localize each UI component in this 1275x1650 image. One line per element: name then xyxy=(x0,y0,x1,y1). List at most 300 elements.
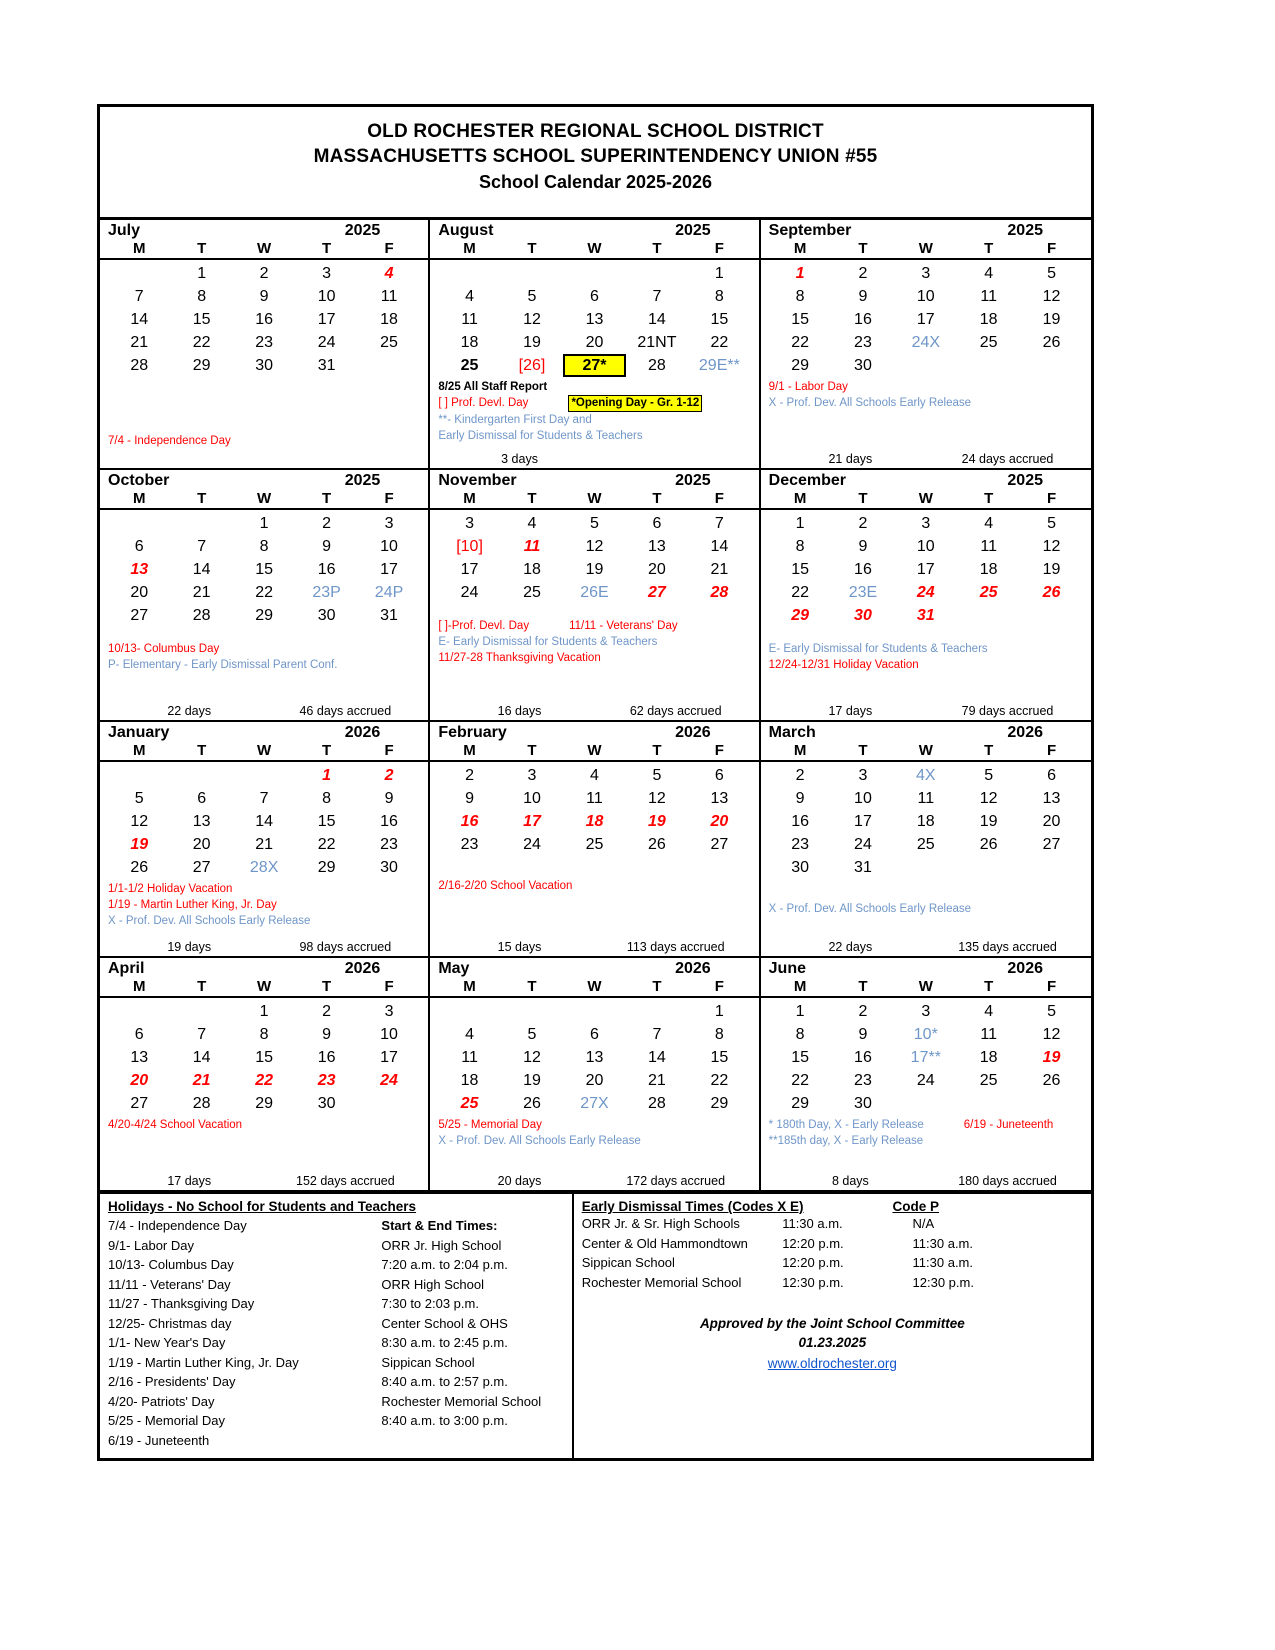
day-cell[interactable]: 1 xyxy=(714,265,724,282)
day-cell[interactable]: 23 xyxy=(854,1072,872,1089)
day-cell[interactable]: 25 xyxy=(460,1095,479,1112)
day-cell[interactable]: 13 xyxy=(648,538,666,555)
day-cell[interactable]: 2 xyxy=(858,1003,868,1020)
day-cell[interactable]: 21 xyxy=(648,1072,666,1089)
day-cell[interactable]: 18 xyxy=(460,1072,479,1089)
day-cell[interactable]: 15 xyxy=(192,311,211,328)
day-cell[interactable]: 10 xyxy=(380,538,398,555)
day-cell[interactable]: 5 xyxy=(1047,265,1056,282)
day-cell[interactable]: 27* xyxy=(563,354,625,377)
day-cell[interactable]: 14 xyxy=(648,1049,666,1066)
day-cell[interactable]: 8 xyxy=(197,288,207,305)
dow-label: F xyxy=(384,240,394,257)
day-cell[interactable]: 11 xyxy=(586,790,603,807)
day-cell[interactable]: 14 xyxy=(130,311,149,328)
note-text: **- Kindergarten First Day and xyxy=(438,414,592,426)
day-cell[interactable]: 8 xyxy=(795,288,805,305)
day-cell[interactable]: 20 xyxy=(192,836,211,853)
day-cell[interactable]: 2 xyxy=(259,265,269,282)
day-cell[interactable]: 26 xyxy=(1042,334,1061,351)
day-cell[interactable]: 18 xyxy=(979,1049,998,1066)
day-cell[interactable]: 27 xyxy=(648,584,666,601)
day-cell[interactable]: 5 xyxy=(1047,1003,1056,1020)
day-cell[interactable]: 19 xyxy=(523,334,541,351)
day-cell[interactable]: 27 xyxy=(710,836,729,853)
day-cell[interactable]: 5 xyxy=(134,790,144,807)
day-cell[interactable]: 28 xyxy=(130,357,149,374)
day-cell[interactable]: 6 xyxy=(652,515,662,532)
week-row xyxy=(108,308,420,331)
day-cell[interactable]: 7 xyxy=(652,1026,662,1043)
week-row xyxy=(108,354,420,377)
day-cell[interactable]: 23E xyxy=(848,584,878,601)
day-cell[interactable]: 26 xyxy=(1042,584,1061,601)
days-accrued: 62 days accrued xyxy=(629,704,722,718)
holidays-list xyxy=(108,1216,381,1450)
day-cell[interactable]: 12 xyxy=(130,813,149,830)
day-cell[interactable]: 11 xyxy=(461,1049,478,1066)
day-cell[interactable]: 25 xyxy=(380,334,398,351)
day-cell[interactable]: 24 xyxy=(380,1072,398,1089)
dow-label: T xyxy=(197,978,207,995)
day-cell[interactable]: 6 xyxy=(590,1026,599,1043)
start-end-times-title: Start & End Times: xyxy=(381,1218,498,1233)
day-cell[interactable]: 15 xyxy=(317,813,336,830)
week-row xyxy=(438,308,750,331)
day-cell[interactable]: 21 xyxy=(192,1072,211,1089)
day-cell[interactable]: 3 xyxy=(527,767,537,784)
day-cell[interactable]: 12 xyxy=(979,790,998,807)
day-cell[interactable]: 17 xyxy=(916,561,935,578)
week-row xyxy=(769,1069,1083,1092)
day-cell[interactable]: 8 xyxy=(714,1026,724,1043)
dow-label: T xyxy=(527,978,537,995)
day-cell[interactable]: 9 xyxy=(259,288,269,305)
day-cell[interactable]: 6 xyxy=(134,1026,144,1043)
day-cell[interactable]: 15 xyxy=(791,1049,809,1066)
day-cell[interactable]: 4 xyxy=(465,288,474,305)
day-cell[interactable]: 18 xyxy=(380,311,398,328)
day-cell[interactable]: 28X xyxy=(249,859,279,876)
day-cell[interactable]: 30 xyxy=(854,1095,872,1112)
day-cell[interactable]: 4 xyxy=(465,1026,474,1043)
month-cell-august xyxy=(430,220,760,468)
day-cell[interactable]: 3 xyxy=(322,265,332,282)
day-cell[interactable]: 6 xyxy=(714,767,724,784)
day-cell[interactable]: 29E** xyxy=(698,357,740,374)
day-cell[interactable]: 28 xyxy=(648,357,666,374)
day-cell[interactable]: 25 xyxy=(979,584,998,601)
website-link[interactable]: www.oldrochester.org xyxy=(767,1356,897,1371)
day-cell[interactable]: 16 xyxy=(380,813,398,830)
day-cell[interactable]: 26 xyxy=(1042,1072,1061,1089)
day-cell[interactable]: 1 xyxy=(259,515,269,532)
day-cell[interactable]: 28 xyxy=(192,607,211,624)
week-row xyxy=(769,1046,1083,1069)
day-cell[interactable]: 3 xyxy=(465,515,474,532)
day-cell[interactable]: 12 xyxy=(1042,538,1061,555)
day-cell[interactable]: 22 xyxy=(255,1072,274,1089)
day-cell[interactable]: 26 xyxy=(523,1095,541,1112)
day-cell[interactable]: 9 xyxy=(858,1026,868,1043)
day-cell[interactable]: 10 xyxy=(916,538,935,555)
note-text: 2/16-2/20 School Vacation xyxy=(438,880,573,892)
day-cell[interactable]: 15 xyxy=(255,1049,274,1066)
day-cell[interactable]: 5 xyxy=(527,1026,537,1043)
day-cell[interactable]: 30 xyxy=(380,859,398,876)
day-cell[interactable]: 30 xyxy=(854,607,872,624)
day-cell[interactable]: 4 xyxy=(384,265,394,282)
day-cell[interactable]: 3 xyxy=(384,515,394,532)
day-cell[interactable]: 24 xyxy=(916,584,935,601)
day-cell[interactable]: 12 xyxy=(1042,288,1061,305)
day-cell[interactable]: 21 xyxy=(255,836,274,853)
day-cell[interactable]: 5 xyxy=(1047,515,1056,532)
day-cell[interactable]: 30 xyxy=(317,607,336,624)
day-cell[interactable]: 15 xyxy=(255,561,274,578)
day-cell[interactable]: 19 xyxy=(1042,311,1061,328)
day-cell[interactable]: 10 xyxy=(523,790,541,807)
day-cell[interactable]: 21 xyxy=(192,584,211,601)
days-tally xyxy=(100,940,428,954)
day-cell[interactable]: 24 xyxy=(460,584,479,601)
day-cell[interactable]: 17 xyxy=(380,561,398,578)
day-cell[interactable]: 25 xyxy=(523,584,541,601)
day-cell[interactable]: 10 xyxy=(854,790,872,807)
day-cell[interactable]: 22 xyxy=(791,584,809,601)
week-row xyxy=(769,262,1083,285)
day-cell[interactable]: 6 xyxy=(590,288,599,305)
day-cell[interactable]: 3 xyxy=(921,1003,931,1020)
day-cell[interactable]: 25 xyxy=(916,836,935,853)
day-cell[interactable]: 8 xyxy=(259,1026,269,1043)
day-cell[interactable]: 2 xyxy=(465,767,474,784)
day-cell[interactable]: 16 xyxy=(791,813,809,830)
day-cell[interactable]: 22 xyxy=(192,334,211,351)
day-cell[interactable]: 27 xyxy=(130,1095,149,1112)
day-cell[interactable]: 21 xyxy=(130,334,149,351)
day-cell[interactable]: 17 xyxy=(460,561,479,578)
day-cell[interactable]: 25 xyxy=(979,1072,998,1089)
day-cell[interactable]: 4 xyxy=(984,515,994,532)
day-cell[interactable]: 29 xyxy=(791,1095,809,1112)
day-cell[interactable]: 8 xyxy=(714,288,724,305)
day-cell[interactable]: 29 xyxy=(791,607,809,624)
day-cell[interactable]: 9 xyxy=(858,288,868,305)
day-cell[interactable]: 13 xyxy=(130,1049,149,1066)
day-cell[interactable]: [10] xyxy=(456,538,483,555)
day-cell[interactable]: 16 xyxy=(255,311,274,328)
day-cell[interactable]: 23 xyxy=(317,1072,336,1089)
day-cell[interactable]: 18 xyxy=(523,561,541,578)
day-cell[interactable]: 8 xyxy=(322,790,332,807)
day-cell[interactable]: 13 xyxy=(585,1049,604,1066)
day-cell[interactable]: 3 xyxy=(921,265,931,282)
week-row xyxy=(769,535,1083,558)
day-cell[interactable]: 29 xyxy=(255,607,274,624)
day-cell[interactable]: 24P xyxy=(374,584,404,601)
day-cell[interactable]: 6 xyxy=(134,538,144,555)
day-cell[interactable]: 20 xyxy=(648,561,666,578)
day-cell[interactable]: 29 xyxy=(710,1095,729,1112)
day-cell[interactable]: 30 xyxy=(255,357,274,374)
day-cell[interactable]: 20 xyxy=(130,584,149,601)
day-cell[interactable]: 16 xyxy=(317,1049,336,1066)
day-cell[interactable]: 18 xyxy=(916,813,935,830)
day-cell[interactable]: 14 xyxy=(192,561,211,578)
day-cell[interactable]: 24 xyxy=(523,836,541,853)
day-cell[interactable]: 11 xyxy=(461,311,478,328)
day-cell[interactable]: 28 xyxy=(648,1095,666,1112)
day-cell[interactable]: 12 xyxy=(648,790,666,807)
day-cell[interactable]: 26 xyxy=(648,836,666,853)
day-cell[interactable]: 27 xyxy=(130,607,149,624)
day-cell[interactable]: 24 xyxy=(916,1072,935,1089)
day-cell[interactable]: 18 xyxy=(979,561,998,578)
day-cell[interactable]: 23 xyxy=(255,334,274,351)
day-cell[interactable]: 7 xyxy=(259,790,269,807)
day-cell[interactable]: 19 xyxy=(1042,1049,1061,1066)
day-cell[interactable]: 1 xyxy=(795,1003,805,1020)
day-cell[interactable]: 2 xyxy=(795,767,805,784)
day-cell[interactable]: 12 xyxy=(523,311,541,328)
day-cell[interactable]: 20 xyxy=(1042,813,1061,830)
month-year: 2025 xyxy=(1007,222,1043,239)
day-cell[interactable]: 18 xyxy=(460,334,479,351)
dismissal-time-p: 11:30 a.m. xyxy=(912,1255,973,1270)
day-cell[interactable]: 1 xyxy=(795,265,805,282)
weeks-grid xyxy=(100,998,428,1115)
days-accrued: 98 days accrued xyxy=(299,940,392,954)
day-cell[interactable]: 22 xyxy=(710,1072,729,1089)
day-cell[interactable]: 17 xyxy=(523,813,541,830)
days-tally xyxy=(430,452,758,466)
day-cell[interactable]: 24 xyxy=(317,334,336,351)
day-cell[interactable]: 11 xyxy=(380,288,398,305)
day-cell[interactable]: 1 xyxy=(322,767,332,784)
day-cell[interactable]: 19 xyxy=(979,813,998,830)
day-cell[interactable]: 14 xyxy=(192,1049,211,1066)
month-year: 2026 xyxy=(675,724,711,741)
day-cell[interactable]: 2 xyxy=(858,515,868,532)
day-cell[interactable]: 13 xyxy=(1042,790,1061,807)
day-cell[interactable]: 13 xyxy=(585,311,604,328)
day-cell[interactable]: 5 xyxy=(527,288,537,305)
day-cell[interactable]: 4 xyxy=(527,515,537,532)
day-cell[interactable]: 15 xyxy=(710,1049,729,1066)
day-cell[interactable]: 7 xyxy=(197,1026,207,1043)
day-cell[interactable]: 9 xyxy=(322,1026,332,1043)
day-cell[interactable]: 29 xyxy=(255,1095,274,1112)
day-cell[interactable]: 4 xyxy=(590,767,599,784)
day-cell[interactable]: 12 xyxy=(1042,1026,1061,1043)
day-cell[interactable]: 12 xyxy=(585,538,604,555)
day-cell[interactable]: 9 xyxy=(858,538,868,555)
day-cell[interactable]: 19 xyxy=(648,813,666,830)
week-row xyxy=(769,833,1083,856)
day-cell[interactable]: 20 xyxy=(585,1072,604,1089)
day-cell[interactable]: 27X xyxy=(580,1095,609,1112)
day-cell[interactable]: 10 xyxy=(380,1026,398,1043)
day-cell[interactable]: 17 xyxy=(380,1049,398,1066)
day-cell[interactable]: 13 xyxy=(192,813,211,830)
day-cell-empty xyxy=(1020,856,1083,879)
day-cell[interactable]: 27 xyxy=(192,859,211,876)
dow-label: W xyxy=(257,240,272,257)
day-cell[interactable]: 8 xyxy=(795,1026,805,1043)
day-cell[interactable]: 17** xyxy=(910,1049,941,1066)
day-cell[interactable]: 25 xyxy=(585,836,604,853)
day-cell[interactable]: 7 xyxy=(714,515,724,532)
day-cell[interactable]: [26] xyxy=(518,357,546,374)
day-cell[interactable]: 27 xyxy=(1042,836,1061,853)
day-cell[interactable]: 11 xyxy=(980,1026,997,1043)
day-cell[interactable]: 9 xyxy=(465,790,474,807)
day-cell[interactable]: 4 xyxy=(984,1003,994,1020)
week-row xyxy=(438,1046,750,1069)
day-cell[interactable]: 22 xyxy=(791,334,809,351)
day-cell[interactable]: 15 xyxy=(791,561,809,578)
day-cell[interactable]: 26 xyxy=(130,859,149,876)
note-text: X - Prof. Dev. All Schools Early Release xyxy=(108,915,311,927)
day-cell[interactable]: 13 xyxy=(710,790,729,807)
dow-label: M xyxy=(132,742,146,759)
day-cell[interactable]: 17 xyxy=(317,311,336,328)
day-cell[interactable]: 30 xyxy=(317,1095,336,1112)
day-cell[interactable]: 22 xyxy=(791,1072,809,1089)
day-cell[interactable]: 7 xyxy=(652,288,662,305)
day-cell[interactable]: 16 xyxy=(854,311,872,328)
day-cell[interactable]: 5 xyxy=(652,767,662,784)
day-cell[interactable]: 1 xyxy=(197,265,207,282)
day-cell[interactable]: 24 xyxy=(854,836,872,853)
day-cell[interactable]: 29 xyxy=(192,357,211,374)
month-name: October xyxy=(108,472,170,489)
day-cell[interactable]: 2 xyxy=(322,515,332,532)
day-cell[interactable]: 3 xyxy=(858,767,868,784)
day-cell[interactable]: 9 xyxy=(322,538,332,555)
day-cell[interactable]: 22 xyxy=(710,334,729,351)
day-cell[interactable]: 13 xyxy=(130,561,149,578)
days-count: 22 days xyxy=(828,940,873,954)
day-cell[interactable]: 7 xyxy=(134,288,144,305)
day-cell[interactable]: 23 xyxy=(854,334,872,351)
day-cell[interactable]: 2 xyxy=(384,767,394,784)
day-cell[interactable]: 20 xyxy=(130,1072,149,1089)
day-cell[interactable]: 10 xyxy=(916,288,935,305)
day-cell[interactable]: 30 xyxy=(854,357,872,374)
dow-label: W xyxy=(257,978,272,995)
day-cell[interactable]: 3 xyxy=(384,1003,394,1020)
day-cell[interactable]: 19 xyxy=(585,561,604,578)
day-cell[interactable]: 4X xyxy=(916,767,936,784)
day-cell[interactable]: 14 xyxy=(648,311,666,328)
day-cell[interactable]: 21 xyxy=(710,561,729,578)
day-cell[interactable]: 2 xyxy=(322,1003,332,1020)
week-row xyxy=(108,1023,420,1046)
day-cell[interactable]: 16 xyxy=(854,1049,872,1066)
day-cell[interactable]: 29 xyxy=(791,357,809,374)
day-cell[interactable]: 1 xyxy=(714,1003,724,1020)
day-cell[interactable]: 18 xyxy=(979,311,998,328)
day-cell[interactable]: 18 xyxy=(585,813,604,830)
day-cell[interactable]: 9 xyxy=(384,790,394,807)
day-cell[interactable]: 26E xyxy=(580,584,609,601)
day-cell[interactable]: 19 xyxy=(1042,561,1061,578)
day-cell[interactable]: 6 xyxy=(197,790,207,807)
day-cell-empty xyxy=(438,262,500,285)
day-cell[interactable]: 26 xyxy=(979,836,998,853)
day-cell[interactable]: 23P xyxy=(312,584,341,601)
day-cell[interactable]: 6 xyxy=(1047,767,1056,784)
dow-label: W xyxy=(918,978,933,995)
day-cell[interactable]: 15 xyxy=(791,311,809,328)
day-cell[interactable]: 7 xyxy=(197,538,207,555)
day-cell[interactable]: 30 xyxy=(791,859,809,876)
day-cell[interactable]: 9 xyxy=(795,790,805,807)
day-cell[interactable]: 22 xyxy=(255,584,274,601)
day-cell[interactable]: 19 xyxy=(523,1072,541,1089)
day-cell[interactable]: 1 xyxy=(259,1003,269,1020)
day-cell[interactable]: 14 xyxy=(255,813,274,830)
day-cell[interactable]: 1 xyxy=(795,515,805,532)
day-cell[interactable]: 16 xyxy=(317,561,336,578)
day-cell[interactable]: 2 xyxy=(858,265,868,282)
day-cell[interactable]: 29 xyxy=(317,859,336,876)
day-cell[interactable]: 11 xyxy=(917,790,935,807)
day-cell[interactable]: 23 xyxy=(791,836,809,853)
day-cell[interactable]: 31 xyxy=(916,607,935,624)
day-cell[interactable]: 31 xyxy=(317,357,336,374)
day-cell[interactable]: 11 xyxy=(523,538,541,555)
day-cell[interactable]: 11 xyxy=(980,288,997,305)
day-cell[interactable]: 14 xyxy=(710,538,729,555)
day-cell[interactable]: 17 xyxy=(854,813,872,830)
day-cell[interactable]: 16 xyxy=(460,813,479,830)
day-cell[interactable]: 19 xyxy=(130,836,149,853)
day-cell[interactable]: 5 xyxy=(590,515,599,532)
day-cell[interactable]: 10 xyxy=(317,288,336,305)
day-cell[interactable]: 12 xyxy=(523,1049,541,1066)
day-cell[interactable]: 4 xyxy=(984,265,994,282)
month-cell-july xyxy=(100,220,430,468)
day-cell[interactable]: 24X xyxy=(911,334,941,351)
school-time-item: 8:30 a.m. to 2:45 p.m. xyxy=(381,1335,508,1350)
day-cell[interactable]: 17 xyxy=(916,311,935,328)
day-cell[interactable]: 28 xyxy=(710,584,729,601)
day-cell[interactable]: 31 xyxy=(854,859,872,876)
day-cell[interactable]: 22 xyxy=(317,836,336,853)
day-cell[interactable]: 28 xyxy=(192,1095,211,1112)
day-cell[interactable]: 23 xyxy=(460,836,479,853)
day-cell[interactable]: 25 xyxy=(460,357,479,374)
day-cell[interactable]: 10* xyxy=(913,1026,938,1043)
day-cell[interactable]: 8 xyxy=(259,538,269,555)
day-cell[interactable]: 31 xyxy=(380,607,398,624)
day-cell[interactable]: 20 xyxy=(710,813,729,830)
day-cell[interactable]: 16 xyxy=(854,561,872,578)
day-cell[interactable]: 8 xyxy=(795,538,805,555)
day-cell[interactable]: 15 xyxy=(710,311,729,328)
day-cell[interactable]: 11 xyxy=(980,538,997,555)
day-cell[interactable]: 20 xyxy=(585,334,604,351)
day-cell[interactable]: 21NT xyxy=(637,334,677,351)
day-cell[interactable]: 23 xyxy=(380,836,398,853)
day-cell[interactable]: 3 xyxy=(921,515,931,532)
dow-label: T xyxy=(984,240,994,257)
day-cell[interactable]: 5 xyxy=(984,767,994,784)
day-cell[interactable]: 25 xyxy=(979,334,998,351)
